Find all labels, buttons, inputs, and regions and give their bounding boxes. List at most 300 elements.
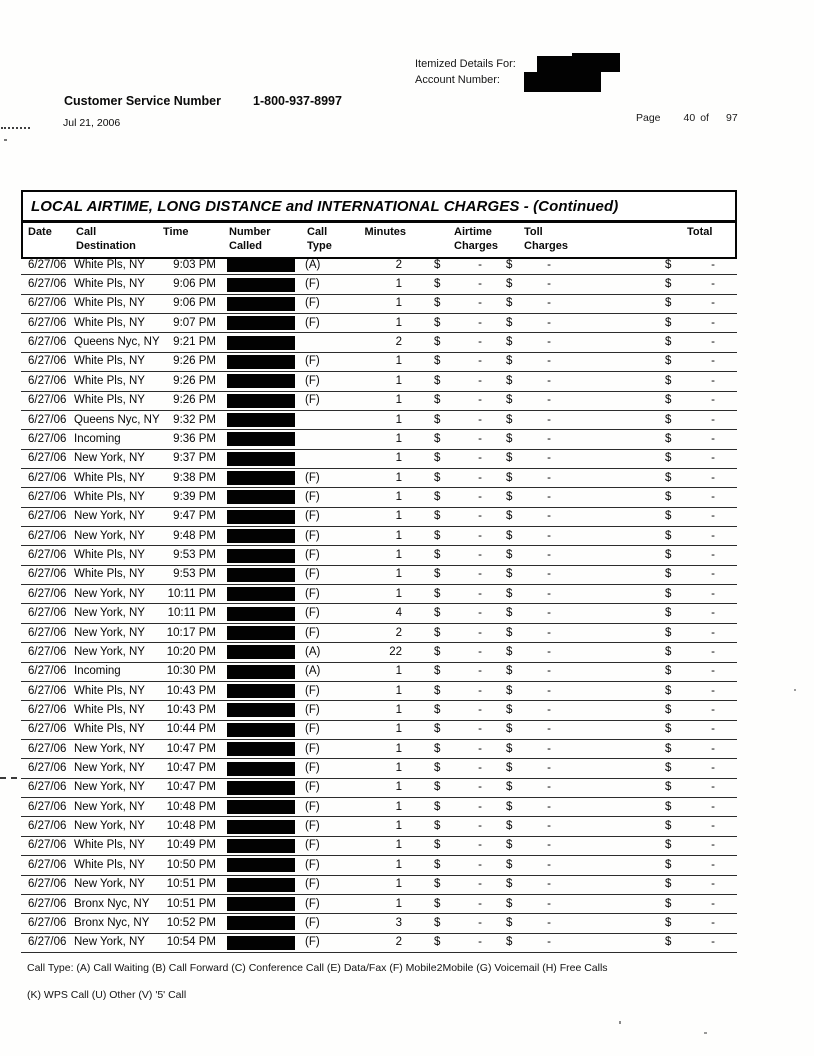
toll-charge (506, 372, 551, 391)
dollar-sign: $ (434, 800, 441, 813)
call-type: (F) (305, 355, 320, 368)
zero-charge-dash: - (478, 394, 482, 407)
call-type: (A) (305, 258, 321, 271)
airtime-charge (434, 585, 482, 604)
number-called-cell (221, 916, 301, 930)
dollar-sign: $ (434, 723, 441, 736)
zero-charge-dash: - (478, 452, 482, 465)
redacted-phone-number (227, 820, 295, 834)
zero-charge-dash: - (547, 742, 551, 755)
call-minutes: 1 (395, 723, 402, 736)
zero-charge-dash: - (547, 607, 551, 620)
call-time: 10:48 PM (166, 820, 216, 833)
dollar-sign: $ (506, 858, 513, 871)
zero-charge-dash: - (711, 510, 715, 523)
table-row (21, 430, 737, 449)
total-charge (665, 372, 715, 391)
table-row (21, 914, 737, 933)
call-type: (F) (305, 529, 320, 542)
dollar-sign: $ (665, 936, 672, 949)
dollar-sign: $ (665, 510, 672, 523)
call-minutes: 1 (395, 839, 402, 852)
table-row (21, 450, 737, 469)
call-minutes: 1 (395, 394, 402, 407)
call-type: (F) (305, 878, 320, 891)
airtime-charge (434, 643, 482, 662)
zero-charge-dash: - (478, 471, 482, 484)
col-header-minutes: Minutes (364, 226, 406, 238)
dollar-sign: $ (434, 781, 441, 794)
dollar-sign: $ (506, 549, 513, 562)
toll-charge (506, 701, 551, 720)
zero-charge-dash: - (478, 297, 482, 310)
total-charge (665, 875, 715, 894)
call-minutes: 22 (389, 645, 402, 658)
call-time: 9:53 PM (173, 568, 216, 581)
zero-charge-dash: - (547, 413, 551, 426)
number-called-cell (221, 703, 301, 717)
total-charge (665, 759, 715, 778)
airtime-charge (434, 778, 482, 797)
call-type: (F) (305, 607, 320, 620)
redacted-phone-number (227, 510, 295, 524)
redacted-phone-number (227, 278, 295, 292)
statement-date: Jul 21, 2006 (63, 117, 121, 129)
redacted-phone-number (227, 936, 295, 950)
dollar-sign: $ (665, 607, 672, 620)
zero-charge-dash: - (478, 607, 482, 620)
zero-charge-dash: - (478, 374, 482, 387)
zero-charge-dash: - (478, 665, 482, 678)
zero-charge-dash: - (547, 936, 551, 949)
number-called-cell (221, 742, 301, 756)
call-time: 10:51 PM (166, 878, 216, 891)
call-destination: New York, NY (74, 452, 145, 465)
call-date: 6/27/06 (28, 568, 67, 581)
number-called-cell (221, 278, 301, 292)
dollar-sign: $ (434, 936, 441, 949)
total-charge (665, 585, 715, 604)
call-destination: New York, NY (74, 820, 145, 833)
dollar-sign: $ (665, 297, 672, 310)
redacted-phone-number (227, 626, 295, 640)
number-called-cell (221, 336, 301, 350)
call-date: 6/27/06 (28, 665, 67, 678)
redacted-phone-number (227, 568, 295, 582)
total-charge (665, 933, 715, 952)
zero-charge-dash: - (547, 703, 551, 716)
call-time: 9:26 PM (173, 355, 216, 368)
zero-charge-dash: - (478, 510, 482, 523)
dollar-sign: $ (665, 355, 672, 368)
dollar-sign: $ (506, 762, 513, 775)
zero-charge-dash: - (478, 278, 482, 291)
dollar-sign: $ (434, 432, 441, 445)
dollar-sign: $ (506, 355, 513, 368)
redacted-phone-number (227, 878, 295, 892)
zero-charge-dash: - (547, 645, 551, 658)
redacted-phone-number (227, 762, 295, 776)
table-row (21, 740, 737, 759)
zero-charge-dash: - (547, 374, 551, 387)
call-destination: New York, NY (74, 800, 145, 813)
number-called-cell (221, 762, 301, 776)
number-called-cell (221, 549, 301, 563)
toll-charge (506, 507, 551, 526)
total-charge (665, 682, 715, 701)
scan-artifact-speck (619, 1021, 621, 1024)
call-minutes: 1 (395, 587, 402, 600)
call-date: 6/27/06 (28, 510, 67, 523)
call-time: 10:52 PM (166, 916, 216, 929)
total-charge (665, 430, 715, 449)
call-time: 10:48 PM (166, 800, 216, 813)
total-charge (665, 701, 715, 720)
airtime-charge (434, 875, 482, 894)
total-charge (665, 546, 715, 565)
zero-charge-dash: - (478, 742, 482, 755)
zero-charge-dash: - (547, 897, 551, 910)
call-type: (F) (305, 781, 320, 794)
redacted-phone-number (227, 607, 295, 621)
call-time: 10:43 PM (166, 684, 216, 697)
zero-charge-dash: - (478, 258, 482, 271)
zero-charge-dash: - (711, 432, 715, 445)
call-destination: Queens Nyc, NY (74, 336, 160, 349)
dollar-sign: $ (434, 258, 441, 271)
dollar-sign: $ (434, 316, 441, 329)
number-called-cell (221, 820, 301, 834)
dollar-sign: $ (434, 529, 441, 542)
zero-charge-dash: - (547, 316, 551, 329)
call-minutes: 1 (395, 510, 402, 523)
dollar-sign: $ (434, 703, 441, 716)
table-row (21, 701, 737, 720)
airtime-charge (434, 895, 482, 914)
call-date: 6/27/06 (28, 529, 67, 542)
dollar-sign: $ (434, 510, 441, 523)
dollar-sign: $ (665, 374, 672, 387)
zero-charge-dash: - (711, 316, 715, 329)
toll-charge (506, 836, 551, 855)
toll-charge (506, 430, 551, 449)
call-destination: White Pls, NY (74, 723, 145, 736)
number-called-cell (221, 723, 301, 737)
call-minutes: 1 (395, 781, 402, 794)
dollar-sign: $ (506, 452, 513, 465)
zero-charge-dash: - (711, 336, 715, 349)
redacted-phone-number (227, 529, 295, 543)
number-called-cell (221, 587, 301, 601)
call-type: (F) (305, 936, 320, 949)
scan-artifact-dashes-mid (0, 777, 17, 779)
redacted-phone-number (227, 781, 295, 795)
call-type: (F) (305, 916, 320, 929)
zero-charge-dash: - (547, 510, 551, 523)
call-type: (F) (305, 549, 320, 562)
call-minutes: 1 (395, 858, 402, 871)
charges-table-header (21, 190, 737, 259)
call-destination: New York, NY (74, 607, 145, 620)
page-total: 97 (725, 112, 738, 124)
dollar-sign: $ (434, 742, 441, 755)
call-type: (F) (305, 858, 320, 871)
dollar-sign: $ (506, 607, 513, 620)
dollar-sign: $ (434, 607, 441, 620)
call-date: 6/27/06 (28, 878, 67, 891)
call-date: 6/27/06 (28, 897, 67, 910)
toll-charge (506, 565, 551, 584)
toll-charge (506, 798, 551, 817)
zero-charge-dash: - (711, 413, 715, 426)
call-time: 10:11 PM (167, 607, 216, 620)
call-type: (A) (305, 645, 321, 658)
zero-charge-dash: - (478, 762, 482, 775)
call-minutes: 1 (395, 762, 402, 775)
zero-charge-dash: - (711, 529, 715, 542)
table-row (21, 275, 737, 294)
call-destination: New York, NY (74, 936, 145, 949)
call-date: 6/27/06 (28, 800, 67, 813)
table-row (21, 837, 737, 856)
number-called-cell (221, 355, 301, 369)
toll-charge (506, 933, 551, 952)
call-date: 6/27/06 (28, 645, 67, 658)
total-charge (665, 798, 715, 817)
call-destination: White Pls, NY (74, 549, 145, 562)
number-called-cell (221, 878, 301, 892)
zero-charge-dash: - (711, 258, 715, 271)
zero-charge-dash: - (478, 858, 482, 871)
redacted-phone-number (227, 374, 295, 388)
total-charge (665, 895, 715, 914)
table-row (21, 585, 737, 604)
table-row (21, 508, 737, 527)
dollar-sign: $ (434, 549, 441, 562)
call-destination: White Pls, NY (74, 278, 145, 291)
table-row (21, 624, 737, 643)
call-minutes: 1 (395, 374, 402, 387)
total-charge (665, 352, 715, 371)
toll-charge (506, 643, 551, 662)
redacted-phone-number (227, 587, 295, 601)
page-indicator (636, 112, 738, 124)
toll-charge (506, 759, 551, 778)
call-time: 10:11 PM (167, 587, 216, 600)
dollar-sign: $ (506, 316, 513, 329)
call-type-legend-line1: Call Type: (A) Call Waiting (B) Call Forward (C) Conference Call (E) Data/Fax (F) Mobile2Mobile (G) Voicemail (H) Free Calls (27, 962, 608, 974)
total-charge (665, 488, 715, 507)
call-destination: New York, NY (74, 781, 145, 794)
dollar-sign: $ (506, 703, 513, 716)
call-time: 9:53 PM (173, 549, 216, 562)
call-destination: New York, NY (74, 626, 145, 639)
zero-charge-dash: - (478, 897, 482, 910)
redacted-phone-number (227, 839, 295, 853)
dollar-sign: $ (506, 471, 513, 484)
zero-charge-dash: - (711, 297, 715, 310)
call-time: 9:26 PM (173, 374, 216, 387)
table-row (21, 876, 737, 895)
airtime-charge (434, 488, 482, 507)
table-row (21, 759, 737, 778)
total-charge (665, 604, 715, 623)
zero-charge-dash: - (711, 645, 715, 658)
call-destination: Incoming (74, 432, 121, 445)
redacted-phone-number (227, 452, 295, 466)
call-date: 6/27/06 (28, 839, 67, 852)
call-destination: White Pls, NY (74, 839, 145, 852)
call-destination: White Pls, NY (74, 258, 145, 271)
zero-charge-dash: - (711, 800, 715, 813)
toll-charge (506, 391, 551, 410)
call-time: 9:37 PM (173, 452, 216, 465)
table-column-headers (23, 220, 735, 257)
redacted-phone-number (227, 858, 295, 872)
dollar-sign: $ (665, 413, 672, 426)
zero-charge-dash: - (547, 432, 551, 445)
airtime-charge (434, 817, 482, 836)
call-time: 10:43 PM (166, 703, 216, 716)
dollar-sign: $ (434, 587, 441, 600)
redacted-phone-number (227, 471, 295, 485)
dollar-sign: $ (434, 762, 441, 775)
airtime-charge (434, 662, 482, 681)
total-charge (665, 740, 715, 759)
call-destination: White Pls, NY (74, 374, 145, 387)
redacted-phone-number (227, 413, 295, 427)
dollar-sign: $ (506, 800, 513, 813)
toll-charge (506, 895, 551, 914)
call-type: (F) (305, 800, 320, 813)
airtime-charge (434, 933, 482, 952)
zero-charge-dash: - (711, 703, 715, 716)
zero-charge-dash: - (711, 781, 715, 794)
col-header-call-type: Call Type (307, 226, 332, 252)
airtime-charge (434, 856, 482, 875)
call-date: 6/27/06 (28, 471, 67, 484)
airtime-charge (434, 836, 482, 855)
dollar-sign: $ (506, 336, 513, 349)
dollar-sign: $ (665, 762, 672, 775)
zero-charge-dash: - (478, 723, 482, 736)
zero-charge-dash: - (711, 549, 715, 562)
call-type: (F) (305, 510, 320, 523)
dollar-sign: $ (434, 897, 441, 910)
call-destination: Bronx Nyc, NY (74, 916, 150, 929)
redacted-account-number (524, 72, 601, 92)
dollar-sign: $ (434, 820, 441, 833)
call-time: 10:47 PM (166, 781, 216, 794)
zero-charge-dash: - (711, 839, 715, 852)
call-date: 6/27/06 (28, 452, 67, 465)
call-destination: New York, NY (74, 878, 145, 891)
number-called-cell (221, 858, 301, 872)
call-type: (F) (305, 394, 320, 407)
dollar-sign: $ (434, 355, 441, 368)
customer-service-number: 1-800-937-8997 (253, 94, 342, 108)
call-type: (F) (305, 723, 320, 736)
table-row (21, 527, 737, 546)
table-row (21, 895, 737, 914)
table-row (21, 333, 737, 352)
dollar-sign: $ (506, 936, 513, 949)
zero-charge-dash: - (711, 878, 715, 891)
zero-charge-dash: - (478, 549, 482, 562)
call-minutes: 1 (395, 800, 402, 813)
call-type: (F) (305, 278, 320, 291)
zero-charge-dash: - (547, 626, 551, 639)
table-row (21, 295, 737, 314)
total-charge (665, 914, 715, 933)
dollar-sign: $ (665, 394, 672, 407)
dollar-sign: $ (506, 278, 513, 291)
table-row (21, 721, 737, 740)
call-date: 6/27/06 (28, 413, 67, 426)
dollar-sign: $ (506, 587, 513, 600)
scan-artifact-dashes (1, 127, 30, 129)
zero-charge-dash: - (711, 394, 715, 407)
toll-charge (506, 294, 551, 313)
call-time: 10:44 PM (166, 723, 216, 736)
call-destination: White Pls, NY (74, 684, 145, 697)
zero-charge-dash: - (478, 587, 482, 600)
zero-charge-dash: - (711, 452, 715, 465)
dollar-sign: $ (506, 742, 513, 755)
number-called-cell (221, 529, 301, 543)
call-minutes: 2 (395, 258, 402, 271)
dollar-sign: $ (434, 839, 441, 852)
dollar-sign: $ (434, 452, 441, 465)
airtime-charge (434, 720, 482, 739)
toll-charge (506, 449, 551, 468)
dollar-sign: $ (506, 432, 513, 445)
toll-charge (506, 275, 551, 294)
airtime-charge (434, 701, 482, 720)
call-type: (F) (305, 587, 320, 600)
table-row (21, 604, 737, 623)
toll-charge (506, 875, 551, 894)
col-header-toll-charges: Toll Charges (524, 226, 569, 252)
number-called-cell (221, 665, 301, 679)
redacted-phone-number (227, 684, 295, 698)
call-minutes: 1 (395, 432, 402, 445)
toll-charge (506, 856, 551, 875)
airtime-charge (434, 333, 482, 352)
scan-artifact-speck (704, 1032, 707, 1034)
call-time: 10:54 PM (166, 936, 216, 949)
call-time: 10:20 PM (166, 645, 216, 658)
zero-charge-dash: - (547, 549, 551, 562)
call-destination: White Pls, NY (74, 394, 145, 407)
call-time: 9:39 PM (173, 491, 216, 503)
call-destination: White Pls, NY (74, 471, 145, 484)
call-destination: Queens Nyc, NY (74, 413, 160, 426)
redacted-customer-name-2 (572, 53, 620, 72)
call-date: 6/27/06 (28, 762, 67, 775)
col-header-total: Total (687, 226, 713, 238)
call-minutes: 4 (395, 607, 402, 620)
airtime-charge (434, 624, 482, 643)
number-called-cell (221, 471, 301, 485)
redacted-phone-number (227, 297, 295, 311)
call-type: (F) (305, 471, 320, 484)
redacted-phone-number (227, 394, 295, 408)
dollar-sign: $ (665, 316, 672, 329)
airtime-charge (434, 275, 482, 294)
table-row (21, 682, 737, 701)
dollar-sign: $ (665, 529, 672, 542)
